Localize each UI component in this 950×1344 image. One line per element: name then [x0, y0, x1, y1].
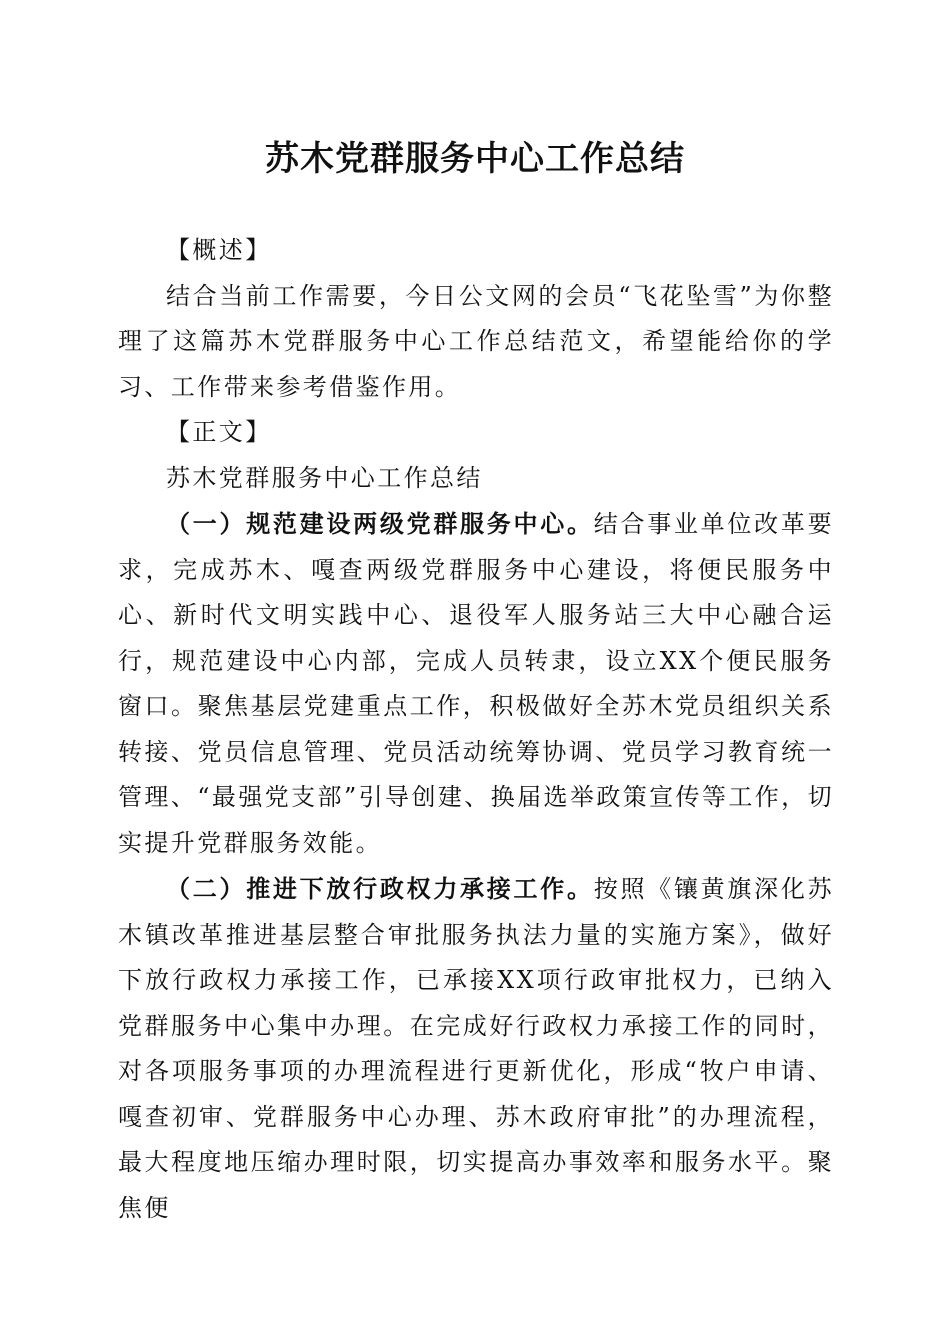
body-heading: 【正文】: [166, 418, 272, 446]
document-title: 苏木党群服务中心工作总结: [265, 139, 685, 179]
paragraph-1-text: 结合事业单位改革要求，完成苏木、嘎查两级党群服务中心建设，将便民服务中心、新时代文明实践中心、退役军人服务站三大中心融合运行，规范建设中心内部，完成人员转隶，设立XX个便民服务窗口。聚焦基层党建重点工作，积极做好全苏木党员组织关系转接、党员信息管理、党员活动统筹协调、党员学习教育统一管理、“最强党支部”引导创建、换届选举政策宣传等工作，切实提升党群服务效能。: [118, 510, 834, 857]
overview-heading: 【概述】: [166, 236, 272, 264]
paragraph-1: [118, 501, 834, 866]
overview-paragraph: 结合当前工作需要，今日公文网的会员“飞花坠雪”为你整理了这篇苏木党群服务中心工作总结范文，希望能给你的学习、工作带来参考借鉴作用。: [118, 281, 834, 401]
paragraph-2-lead: （二）推进下放行政权力承接工作。: [166, 874, 594, 903]
paragraph-2-text: 按照《镶黄旗深化苏木镇改革推进基层整合审批服务执法力量的实施方案》，做好下放行政权力承接工作，已承接XX项行政审批权力，已纳入党群服务中心集中办理。在完成好行政权力承接工作的同时，对各项服务事项的办理流程进行更新优化，形成“牧户申请、嘎查初审、党群服务中心办理、苏木政府审批”的办理流程，最大程度地压缩办理时限，切实提高办事效率和服务水平。聚焦便: [118, 875, 834, 1222]
document-body: [118, 228, 834, 1231]
paragraph-2: [118, 866, 834, 1231]
paragraph-1-lead: （一）规范建设两级党群服务中心。: [166, 509, 594, 538]
body-subtitle: 苏木党群服务中心工作总结: [166, 463, 483, 492]
